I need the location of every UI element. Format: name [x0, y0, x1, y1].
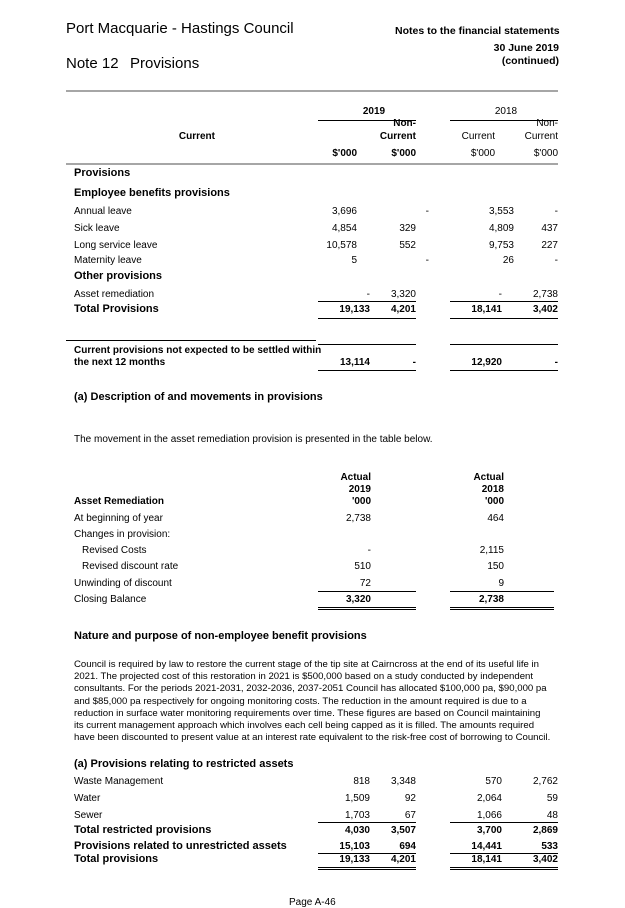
- rem-col18-year: 2018: [481, 484, 504, 495]
- cell-c18: 18,141: [471, 304, 502, 315]
- cell-c19: 10,578: [326, 240, 357, 251]
- nature-heading: Nature and purpose of non-employee benefit provisions: [74, 630, 367, 642]
- cell-n19: -: [425, 255, 429, 266]
- employee-heading: Employee benefits provisions: [74, 187, 230, 199]
- rule: [450, 822, 558, 823]
- para-line: 2021. The projected cost of this restoration in 2021 is $500,000 based on a study conducted by independent: [74, 671, 534, 683]
- cell-2018: 9: [498, 578, 504, 589]
- rule: [318, 318, 416, 319]
- cell-c19: 5: [351, 255, 357, 266]
- row-label: Changes in provision:: [74, 529, 171, 540]
- cell-2019: 3,320: [345, 594, 371, 605]
- row-label: Revised discount rate: [82, 561, 179, 572]
- cell-2019: 72: [359, 578, 371, 589]
- row-label: Closing Balance: [74, 594, 147, 605]
- col-current-2019: Current: [178, 131, 215, 142]
- org-name: Port Macquarie - Hastings Council: [66, 20, 294, 37]
- para-line: reduction in surface water monitoring requirements over time. These figures are based on Council maintaining: [74, 707, 541, 719]
- rule: [450, 609, 554, 610]
- cell-n18: 2,869: [532, 825, 558, 836]
- notes-title: Notes to the financial statements: [395, 25, 560, 37]
- cell-n18: 3,402: [532, 854, 558, 865]
- cell-2018: 2,738: [478, 594, 504, 605]
- cell-2019: 510: [354, 561, 371, 572]
- cell-n19: 67: [404, 810, 416, 821]
- rule: [318, 607, 416, 608]
- col-noncurrent-2019-b: Current: [379, 131, 416, 142]
- row-label: Provisions related to unrestricted assets: [74, 840, 287, 852]
- rule: [318, 591, 416, 592]
- cell-n18: 2,738: [532, 289, 558, 300]
- cell-c18: 18,141: [471, 854, 502, 865]
- rule: [450, 301, 558, 302]
- row-label-2: the next 12 months: [74, 357, 166, 368]
- cell-n19: 329: [399, 223, 416, 234]
- row-label: Long service leave: [74, 240, 158, 251]
- cell-n18: 533: [541, 841, 558, 852]
- cell-n19: 694: [399, 841, 416, 852]
- rule: [318, 301, 416, 302]
- cell-n19: -: [425, 206, 429, 217]
- year-2018: 2018: [494, 106, 518, 117]
- cell-n19: 3,507: [390, 825, 416, 836]
- cell-c18: 1,066: [476, 810, 502, 821]
- cell-n18: -: [554, 206, 558, 217]
- header-rule: [66, 90, 558, 92]
- cell-c19: 818: [353, 776, 370, 787]
- cell-2018: 464: [487, 513, 504, 524]
- col-current-2018: Current: [461, 131, 495, 142]
- rule: [450, 869, 558, 870]
- rem-col19-unit: '000: [351, 496, 371, 507]
- rule: [318, 822, 416, 823]
- rule: [66, 340, 316, 341]
- report-date: 30 June 2019: [493, 42, 559, 54]
- year-2019: 2019: [362, 106, 386, 117]
- rem-heading: Asset Remediation: [74, 496, 165, 507]
- cell-n18: 227: [541, 240, 558, 251]
- cell-c19: 19,133: [339, 854, 370, 865]
- row-label: Sick leave: [74, 223, 120, 234]
- cell-c19: 1,703: [344, 810, 370, 821]
- cell-c18: 9,753: [488, 240, 514, 251]
- rem-col18-unit: '000: [484, 496, 504, 507]
- cell-n18: -: [554, 357, 558, 368]
- cell-c18: 12,920: [471, 357, 502, 368]
- row-label: Annual leave: [74, 206, 132, 217]
- section-a-heading: (a) Description of and movements in provisions: [74, 391, 323, 403]
- cell-c18: -: [498, 289, 502, 300]
- cell-c19: 19,133: [339, 304, 370, 315]
- rule: [318, 609, 416, 610]
- cell-n18: 437: [541, 223, 558, 234]
- cell-n19: 4,201: [390, 304, 416, 315]
- cell-n19: 4,201: [390, 854, 416, 865]
- row-label: Sewer: [74, 810, 103, 821]
- row-label: Total provisions: [74, 853, 159, 865]
- note-number: Note 12: [66, 55, 119, 72]
- cell-c19: 1,509: [344, 793, 370, 804]
- para-line: and $85,000 pa respectively for ongoing monitoring costs. The reduction in the amount required is due to a: [74, 695, 527, 707]
- cell-n18: 48: [546, 810, 558, 821]
- cell-c19: -: [366, 289, 370, 300]
- page-number: Page A-46: [289, 897, 336, 908]
- cell-c18: 3,700: [476, 825, 502, 836]
- unit-n18: $'000: [533, 148, 558, 159]
- cell-2019: 2,738: [345, 513, 371, 524]
- para-line: its current management approach which involves each cell being capped as it is filled. The amounts required: [74, 720, 535, 732]
- rule: [450, 318, 558, 319]
- row-label: Total restricted provisions: [74, 824, 212, 836]
- row-label: Water: [74, 793, 101, 804]
- row-label: Waste Management: [74, 776, 164, 787]
- table-header-rule: [66, 163, 558, 165]
- provisions-heading: Provisions: [74, 167, 131, 179]
- cell-n18: 3,402: [532, 304, 558, 315]
- section-a-intro: The movement in the asset remediation provision is presented in the table below.: [74, 434, 433, 445]
- row-label: Maternity leave: [74, 255, 142, 266]
- rem-col19-year: 2019: [348, 484, 371, 495]
- row-label: Unwinding of discount: [74, 578, 172, 589]
- unit-c19: $'000: [332, 148, 357, 159]
- cell-n18: 2,762: [532, 776, 558, 787]
- cell-c18: 26: [502, 255, 514, 266]
- row-label: At beginning of year: [74, 513, 163, 524]
- cell-n19: 552: [399, 240, 416, 251]
- cell-n19: 3,320: [390, 289, 416, 300]
- cell-n19: 3,348: [390, 776, 416, 787]
- continued-label: (continued): [501, 55, 559, 67]
- cell-c19: 4,030: [344, 825, 370, 836]
- cell-c18: 14,441: [471, 841, 502, 852]
- rule: [318, 867, 416, 868]
- rule: [450, 591, 554, 592]
- other-heading: Other provisions: [74, 270, 163, 282]
- rule: [318, 370, 416, 371]
- cell-c19: 15,103: [339, 841, 370, 852]
- note-title: Provisions: [130, 55, 200, 72]
- cell-n19: 92: [404, 793, 416, 804]
- cell-c18: 2,064: [476, 793, 502, 804]
- restricted-heading: (a) Provisions relating to restricted assets: [74, 758, 294, 770]
- para-line: consultants. For the periods 2021-2031, 2032-2036, 2037-2051 Council has allocated $100,000 pa, $90,000 pa: [74, 683, 547, 695]
- cell-2019: -: [367, 545, 371, 556]
- para-line: Council is required by law to restore the current stage of the tip site at Cairncross at the end of its useful life in: [74, 659, 539, 670]
- cell-n19: -: [412, 357, 416, 368]
- cell-n18: 59: [546, 793, 558, 804]
- rem-col18-actual: Actual: [473, 472, 504, 483]
- unit-n19: $'000: [391, 148, 416, 159]
- cell-c18: 570: [485, 776, 502, 787]
- rule: [450, 370, 558, 371]
- cell-c18: 4,809: [488, 223, 514, 234]
- cell-2018: 2,115: [479, 545, 504, 556]
- col-noncurrent-2018-a: Non-: [536, 118, 558, 129]
- cell-c18: 3,553: [488, 206, 514, 217]
- rule: [318, 344, 416, 345]
- unit-c18: $'000: [470, 148, 495, 159]
- rule: [450, 344, 558, 345]
- row-label: Asset remediation: [74, 289, 155, 300]
- cell-c19: 4,854: [331, 223, 357, 234]
- cell-c19: 3,696: [331, 206, 357, 217]
- rule: [318, 869, 416, 870]
- rule: [450, 867, 558, 868]
- cell-c19: 13,114: [339, 357, 370, 368]
- rule: [450, 607, 554, 608]
- nature-paragraph: [74, 659, 554, 744]
- rem-col19-actual: Actual: [340, 472, 371, 483]
- row-label: Total Provisions: [74, 303, 159, 315]
- cell-2018: 150: [487, 561, 504, 572]
- para-line: have been discounted to present value at an interest rate equivalent to the risk-free cost of borrowing to Council.: [74, 732, 551, 744]
- row-label-1: Current provisions not expected to be settled within: [74, 345, 322, 356]
- col-noncurrent-2019-a: Non-: [393, 118, 416, 129]
- col-noncurrent-2018-b: Current: [524, 131, 558, 142]
- cell-n18: -: [554, 255, 558, 266]
- row-label: Revised Costs: [82, 545, 147, 556]
